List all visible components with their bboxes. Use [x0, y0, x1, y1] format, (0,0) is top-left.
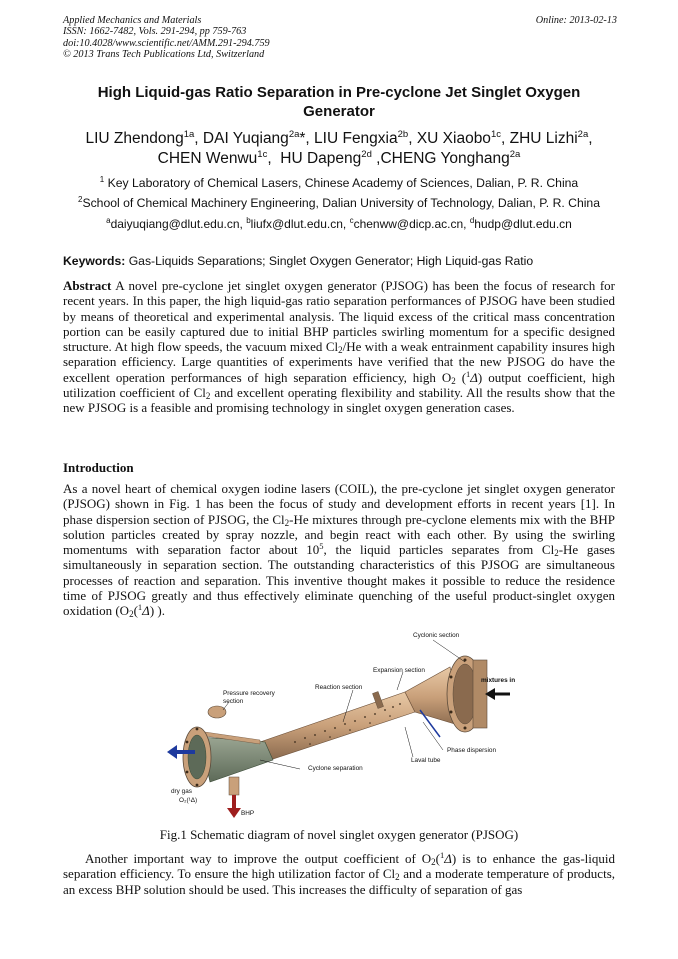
figure-caption: Fig.1 Schematic diagram of novel singlet oxygen generator (PJSOG): [159, 827, 519, 842]
body-text: -He mixtures through pre-cyclone elements mix with the BHP solution particles created by spray nozzle, and begin react with each other. By using the swirling momentums with separation factor about 10: [63, 511, 616, 558]
email-mark: a: [106, 216, 111, 225]
author-affiliation-mark: 2a: [288, 129, 300, 140]
email-mark: d: [469, 216, 475, 225]
introduction-paragraph: [63, 481, 615, 619]
body-text: (: [133, 603, 138, 619]
author: CHENG Yonghang: [380, 150, 510, 167]
email-address[interactable]: liufx@dlut.edu.cn,: [250, 217, 347, 231]
superscript: 1: [439, 850, 445, 860]
author-affiliation-mark: 1c: [490, 129, 501, 140]
author-affiliation-mark: 2a: [577, 129, 589, 140]
figure-pjsog-diagram: [165, 632, 516, 822]
abstract-text: ) output coefficient, high utilization coefficient of Cl: [63, 369, 615, 401]
author: XU Xiaobo: [416, 130, 491, 147]
author: CHEN Wenwu: [157, 150, 258, 167]
body-text: ) ).: [149, 603, 165, 619]
email-mark: c: [349, 216, 354, 225]
dry-gas-arrowhead: [167, 745, 177, 759]
body-text: ) is to enhance the gas-liquid separation efficiency. To ensure the high utilization factor of Cl: [63, 851, 615, 882]
author-separator: ,: [267, 150, 276, 167]
subscript: 2: [338, 345, 343, 356]
author-separator: ,: [408, 130, 417, 147]
author-list: [63, 129, 615, 169]
affiliation-2: [63, 196, 615, 211]
email-address[interactable]: daiyuqiang@dlut.edu.cn,: [110, 217, 243, 231]
author: LIU Zhendong: [85, 130, 184, 147]
author: HU Dapeng: [280, 150, 362, 167]
label-phase-dispersion: Phase dispersion: [447, 747, 497, 754]
body-text: As a novel heart of chemical oxygen iodine lasers (COIL), the pre-cyclone jet singlet oxygen generator (PJSOG) shown in Fig. 1 has been the focus of study and development efforts in recent years [1]. In phase dispersion section of PJSOG, the Cl: [63, 481, 615, 527]
author-separator: ,: [588, 130, 593, 147]
label-o2-delta: O₂(¹Δ): [179, 797, 198, 804]
abstract-text: /He with a weak entrainment capability insures high separation efficiency. Large quantities of experiments have verified that the new PJSOG do have the excellent operation performances of high separation efficiency, high O: [63, 339, 615, 385]
author-affiliation-mark: 2d: [361, 149, 372, 160]
author-separator: ,: [371, 150, 381, 167]
affiliation-1: [63, 176, 615, 191]
body-text: Another important way to improve the output coefficient of O: [85, 851, 432, 866]
label-cyclonic-section: Cyclonic section: [413, 632, 460, 639]
label-pressure-recovery: Pressure recovery: [223, 690, 275, 697]
keywords: [63, 254, 615, 268]
subscript: 2: [129, 609, 134, 620]
label-expansion-section: Expansion section: [373, 667, 425, 674]
author-separator: ,: [500, 130, 510, 147]
delta-symbol: Δ: [444, 851, 452, 866]
abstract-label: Abstract: [63, 278, 112, 293]
superscript: 1: [466, 368, 471, 379]
bhp-arrowhead: [227, 808, 241, 818]
superscript: 5: [319, 541, 324, 552]
abstract-text: and excellent operating flexibility and stability. All the results show that the new PJSOG is a feasible and promising technology in singlet oxygen generation cases.: [63, 385, 615, 416]
author-affiliation-mark: 2b: [397, 129, 409, 140]
label-reaction-section: Reaction section: [315, 684, 363, 691]
label-cyclone-separation: Cyclone separation: [308, 765, 363, 772]
affiliation-text: Key Laboratory of Chemical Lasers, Chinese Academy of Sciences, Dalian, P. R. China: [104, 176, 579, 190]
label-pressure-recovery-section: section: [223, 698, 244, 705]
subscript: 2: [205, 391, 211, 402]
paper-title: High Liquid-gas Ratio Separation in Pre-cyclone Jet Singlet Oxygen Generator: [97, 84, 581, 120]
journal-name: Applied Mechanics and Materials: [63, 15, 202, 26]
affiliation-number: 2: [77, 195, 83, 204]
email-mark: b: [246, 216, 251, 225]
label-mixtures-in: mixtures in: [481, 677, 516, 684]
body-text: -He gases simultaneously in separation section. The outstanding characteristics of this PJSOG are simultaneous processes of reaction and separation. This inventive thought makes it possible to reduce the residence time of PJSOG greatly and thus effectively eliminate quenching of the useful product-singlet oxygen oxidation (O: [63, 542, 615, 619]
body-text: (: [435, 851, 440, 866]
online-date: Online: 2013-02-13: [535, 15, 617, 26]
affiliation-text: School of Chemical Machinery Engineering, Dalian University of Technology, Dalian, P. R. China: [82, 196, 600, 210]
copyright-line: © 2013 Trans Tech Publications Ltd, Switzerland: [63, 48, 265, 60]
author-affiliation-mark: 1a: [183, 129, 195, 140]
bhp-outlet: [229, 777, 239, 795]
subscript: 2: [451, 375, 456, 386]
delta-symbol: Δ: [470, 369, 478, 385]
left-flange-inner: [188, 735, 206, 779]
email-list: [63, 217, 615, 232]
pressure-recovery-flange: [208, 706, 226, 718]
label-bhp: BHP: [241, 810, 255, 817]
doi-line: doi:10.4028/www.scientific.net/AMM.291-294.759: [63, 37, 270, 49]
author: ZHU Lizhi: [509, 130, 578, 147]
journal-header: [63, 15, 617, 60]
issn-line: ISSN: 1662-7482, Vols. 291-294, pp 759-763: [63, 26, 247, 38]
body-text: , the liquid particles separates from Cl: [323, 542, 555, 558]
author-affiliation-mark: 2a: [509, 149, 521, 160]
abstract-text: A novel pre-cyclone jet singlet oxygen generator (PJSOG) has been the focus of research for recent years. In this paper, the high liquid-gas ratio separation performances of PJSOG have been studied by means of theoretical and experimental analysis. The liquid excess of the critical mass concentration portion can be easily captured due to initial BHP particles swirling momentum for a specific designed structure. At high flow speeds, the vacuum mixed Cl: [63, 278, 615, 355]
author-affiliation-mark: 1c: [257, 149, 268, 160]
author-separator: *,: [299, 130, 315, 147]
label-laval-tube: Laval tube: [411, 757, 441, 764]
affiliation-number: 1: [99, 175, 105, 184]
pjsog-schematic: [165, 632, 510, 822]
subscript: 2: [395, 872, 400, 883]
keywords-label: Keywords:: [63, 254, 126, 268]
author-separator: ,: [194, 130, 203, 147]
body-paragraph: [63, 851, 615, 897]
superscript: 1: [137, 602, 143, 613]
author: DAI Yuqiang: [202, 130, 289, 147]
keywords-text: Gas-Liquids Separations; Singlet Oxygen Generator; High Liquid-gas Ratio: [125, 254, 534, 268]
subscript: 2: [431, 857, 436, 867]
section-heading-introduction: Introduction: [63, 460, 134, 475]
subscript: 2: [554, 548, 559, 559]
cyclonic-body: [473, 660, 487, 728]
email-address[interactable]: hudp@dlut.edu.cn: [474, 217, 572, 231]
delta-symbol: Δ: [142, 603, 150, 619]
reaction-tube: [260, 692, 415, 760]
abstract: [63, 278, 615, 416]
abstract-text: (: [455, 369, 467, 385]
body-text: and a moderate temperature of products, an excess BHP solution should be used. This increases the difficulty of separation of gas: [63, 866, 615, 897]
author: LIU Fengxia: [314, 130, 398, 147]
email-address[interactable]: chenww@dicp.ac.cn,: [353, 217, 470, 231]
subscript: 2: [284, 517, 290, 528]
label-dry-gas: dry gas: [171, 788, 192, 795]
